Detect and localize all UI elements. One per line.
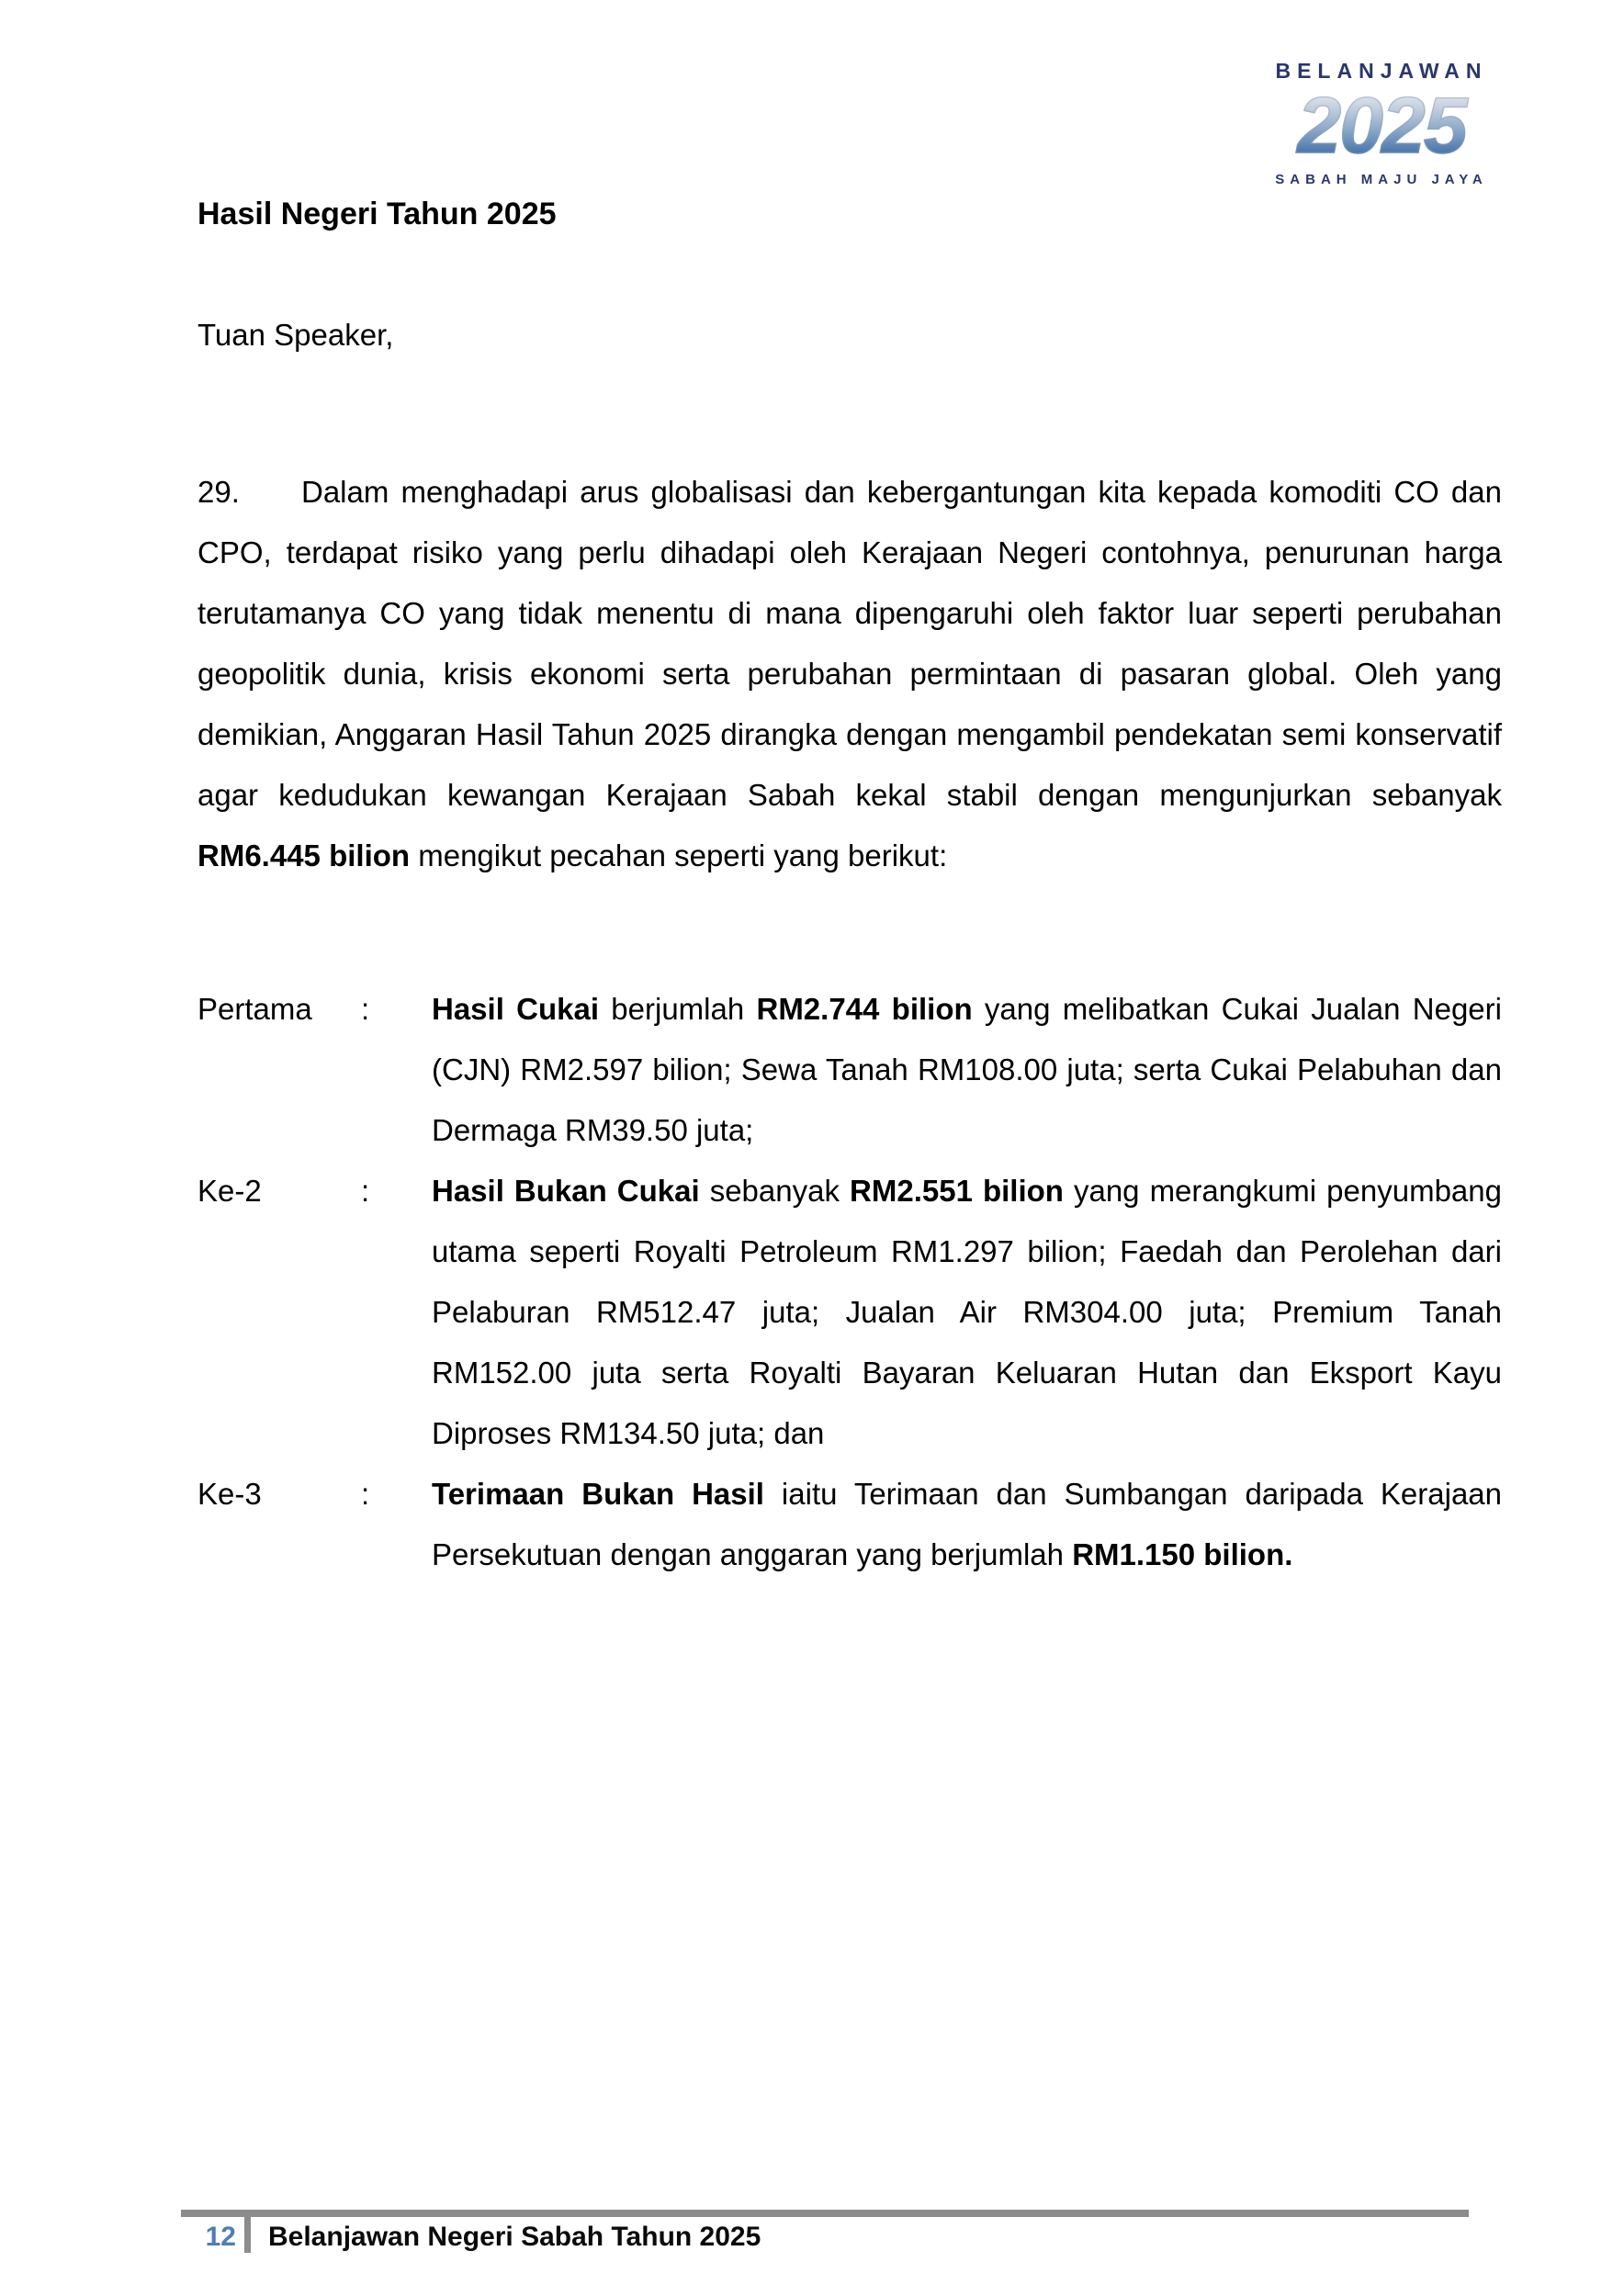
list-item-text: Hasil Bukan Cukai sebanyak RM2.551 bilion yang merangkumi penyumbang utama seperti Royalti Petroleum RM1.297 bilion; Faedah dan Perolehan dari Pelaburan RM512.47 juta; Jualan Air RM304.00 juta; Premium Tanah RM152.00 juta serta Royalti Bayaran Keluaran Hutan dan Eksport Kayu Diproses RM134.50 juta; dan xyxy=(432,1174,1502,1450)
logo-year: 2025 xyxy=(1257,86,1506,165)
paragraph-29 xyxy=(197,462,1502,886)
list-item-label: Ke-2 xyxy=(197,1174,262,1208)
list-item xyxy=(197,1464,1502,1585)
belanjawan-2025-logo xyxy=(1257,61,1506,186)
footer-page-number: 12 xyxy=(205,2222,236,2252)
list-item xyxy=(197,979,1502,1161)
salutation: Tuan Speaker, xyxy=(197,318,394,352)
list-item-text: Terimaan Bukan Hasil iaitu Terimaan dan Sumbangan daripada Kerajaan Persekutuan dengan anggaran yang berjumlah RM1.150 bilion. xyxy=(432,1477,1502,1571)
list-item-label: Ke-3 xyxy=(197,1477,262,1511)
logo-tagline: SABAH MAJU JAYA xyxy=(1275,172,1488,187)
revenue-breakdown-list xyxy=(197,979,1502,1585)
footer-rule xyxy=(181,2210,1469,2217)
list-item-label: Pertama xyxy=(197,992,312,1026)
paragraph-number: 29. xyxy=(197,475,240,509)
footer-document-title: Belanjawan Negeri Sabah Tahun 2025 xyxy=(268,2222,761,2252)
list-item-separator: : xyxy=(361,992,370,1026)
list-item-text: Hasil Cukai berjumlah RM2.744 bilion yang melibatkan Cukai Jualan Negeri (CJN) RM2.597 bilion; Sewa Tanah RM108.00 juta; serta Cukai Pelabuhan dan Dermaga RM39.50 juta; xyxy=(432,992,1502,1147)
logo-title: BELANJAWAN xyxy=(1275,59,1488,83)
list-item-separator: : xyxy=(361,1477,370,1511)
list-item xyxy=(197,1161,1502,1464)
list-item-separator: : xyxy=(361,1174,370,1208)
footer-divider xyxy=(244,2210,251,2253)
paragraph-text: Dalam menghadapi arus globalisasi dan kebergantungan kita kepada komoditi CO dan CPO, terdapat risiko yang perlu dihadapi oleh Kerajaan Negeri contohnya, penurunan harga terutamanya CO yang tidak menentu di mana dipengaruhi oleh faktor luar seperti perubahan geopolitik dunia, krisis ekonomi serta perubahan permintaan di pasaran global. Oleh yang demikian, Anggaran Hasil Tahun 2025 dirangka dengan mengambil pendekatan semi konservatif agar kedudukan kewangan Kerajaan Sabah kekal stabil dengan mengunjurkan sebanyak RM6.445 bilion mengikut pecahan seperti yang berikut: xyxy=(197,475,1502,872)
page-title: Hasil Negeri Tahun 2025 xyxy=(197,197,557,231)
